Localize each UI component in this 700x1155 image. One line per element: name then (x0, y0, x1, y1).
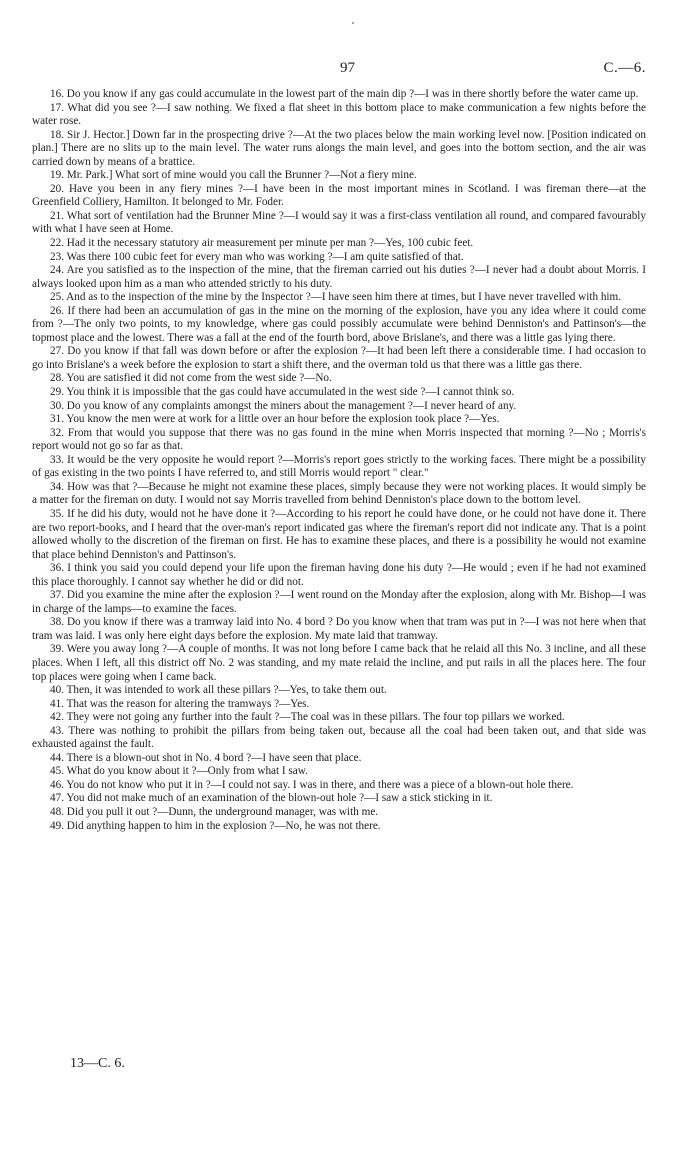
question-text: You are satisfied it did not come from the west side ?—No. (66, 372, 332, 385)
question-text: Had it the necessary statutory air measurement per minute per man ?—Yes, 100 cubic feet. (66, 237, 474, 250)
question-item (32, 345, 646, 372)
question-text: And as to the inspection of the mine by the Inspector ?—I have seen him there at times, but I have never travelled with him. (66, 291, 622, 304)
question-text: If he did his duty, would not he have done it ?—According to his report he could have done, or he could not have done it. There are two report-books, and I heard that the over-man's report indicated gas where the fireman's report did not indicate any. That is a point allowed wholly to the discretion of the fireman on first. He has to examine these places, and there is a possibility he would not examine that place behind Denniston's and Pattinson's. (32, 507, 646, 561)
question-number: 31. (50, 413, 64, 426)
question-number: 38. (50, 616, 64, 629)
question-item (32, 779, 646, 793)
question-answer-list (32, 88, 646, 833)
question-number: 34. (50, 480, 64, 493)
question-text: You think it is impossible that the gas could have accumulated in the west side ?—I cannot think so. (66, 386, 515, 399)
question-number: 24. (50, 264, 64, 277)
question-text: There is a blown-out shot in No. 4 bord ?—I have seen that place. (66, 751, 362, 764)
question-item (32, 454, 646, 481)
question-number: 40. (50, 684, 64, 697)
question-item (32, 291, 646, 305)
question-item (32, 806, 646, 820)
question-number: 49. (50, 819, 64, 832)
question-number: 29. (50, 386, 64, 399)
question-item (32, 562, 646, 589)
question-text: Sir J. Hector.] Down far in the prospecting drive ?—At the two places below the main working level now. [Position indicated on plan.] There are no slits up to the main level. The water runs alongs the main level, and goes into the bottom section, and the air was carried down by means of a brattice. (32, 128, 647, 168)
signature-mark: 13—C. 6. (70, 1056, 125, 1071)
question-number: 36. (50, 562, 64, 575)
page-number: 97 (340, 60, 355, 76)
question-number: 32. (50, 426, 64, 439)
question-item (32, 251, 646, 265)
question-number: 22. (50, 237, 64, 250)
question-text: Have you been in any fiery mines ?—I have been in the most important mines in Scotland. I was fireman there—at the Greenfield Colliery, Hamilton. It belonged to Mr. Foder. (32, 182, 647, 209)
question-text: What sort of ventilation had the Brunner Mine ?—I would say it was a first-class ventilation all round, and compared favourably with what I have seen at Home. (32, 209, 646, 236)
question-number: 28. (50, 372, 64, 385)
question-text: Do you know if any gas could accumulate in the lowest part of the main dip ?—I was in there shortly before the water came up. (66, 88, 639, 100)
question-number: 20. (50, 182, 64, 195)
question-item (32, 427, 646, 454)
question-text: They were not going any further into the fault ?—The coal was in these pillars. The four top pillars we worked. (66, 711, 565, 724)
question-number: 26. (50, 304, 64, 317)
question-number: 23. (50, 250, 64, 263)
question-number: 48. (50, 805, 64, 818)
document-page (32, 0, 646, 833)
question-text: There was nothing to prohibit the pillars from being taken out, because all the coal had been taken out, and that side was exhausted against the fault. (32, 724, 646, 751)
question-number: 16. (50, 88, 64, 100)
question-text: You know the men were at work for a little over an hour before the explosion took place ?—Yes. (66, 413, 500, 426)
question-number: 39. (50, 643, 64, 656)
question-text: Was there 100 cubic feet for every man who was working ?—I am quite satisfied of that. (66, 250, 464, 263)
question-text: What did you see ?—I saw nothing. We fixed a flat sheet in this bottom place to make communication a few nights before the water rose. (32, 101, 646, 128)
question-number: 43. (50, 724, 64, 737)
question-number: 25. (50, 291, 64, 304)
question-item (32, 698, 646, 712)
question-item (32, 725, 646, 752)
question-item (32, 765, 646, 779)
question-text: Do you know of any complaints amongst the miners about the management ?—I never heard of any. (66, 399, 517, 412)
page-header (32, 0, 646, 80)
question-text: Did you pull it out ?—Dunn, the underground manager, was with me. (66, 805, 379, 818)
question-item (32, 210, 646, 237)
question-text: It would be the very opposite he would report ?—Morris's report goes strictly to the working faces. There might be a possibility of gas existing in the two points I have referred to, and still Morris would report " clear." (32, 453, 647, 480)
question-number: 17. (50, 101, 64, 114)
question-text: You do not know who put it in ?—I could not say. I was in there, and there was a piece of a blown-out hole there. (66, 778, 574, 791)
question-item (32, 481, 646, 508)
question-text: Were you away long ?—A couple of months. It was not long before I came back that he relaid all this No. 3 incline, and all these places. When I left, all this district off No. 2 was standing, and my mate relaid the incline, and put rails in all the places here. The four top places were going when I came back. (32, 643, 646, 683)
question-item (32, 589, 646, 616)
question-number: 21. (50, 209, 64, 222)
question-text: How was that ?—Because he might not examine these places, simply because they were not working places. It would simply be a matter for the fireman on duty. I would not say Morris travelled from behind Denniston's place down to the bottom level. (32, 480, 647, 507)
question-number: 45. (50, 765, 64, 778)
question-item (32, 820, 646, 834)
question-item (32, 684, 646, 698)
question-number: 30. (50, 399, 64, 412)
question-item (32, 792, 646, 806)
question-text: Mr. Park.] What sort of mine would you call the Brunner ?—Not a fiery mine. (66, 169, 417, 182)
question-number: 47. (50, 792, 64, 805)
question-text: Then, it was intended to work all these pillars ?—Yes, to take them out. (66, 684, 387, 697)
question-item (32, 102, 646, 129)
question-text: What do you know about it ?—Only from what I saw. (66, 765, 308, 778)
question-item (32, 386, 646, 400)
question-number: 41. (50, 697, 64, 710)
question-item (32, 616, 646, 643)
question-text: Do you know if there was a tramway laid into No. 4 bord ? Do you know when that tram was put in ?—I was not here when that tram was laid. I was only here eight days before the explosion. My mate laid that tramway. (32, 616, 647, 642)
question-item (32, 508, 646, 562)
question-number: 44. (50, 751, 64, 764)
question-text: You did not make much of an examination of the blown-out hole ?—I saw a stick sticking in it. (66, 792, 493, 805)
question-text: I think you said you could depend your life upon the fireman having done his duty ?—He would ; even if he had not examined this place thoroughly. I cannot say whether he did or did not. (32, 562, 647, 588)
series-reference: C.—6. (603, 60, 646, 76)
question-item (32, 88, 646, 102)
question-number: 46. (50, 778, 64, 791)
question-number: 33. (50, 453, 64, 466)
question-item (32, 305, 646, 346)
question-item (32, 237, 646, 251)
question-item (32, 264, 646, 291)
question-text: Do you know if that fall was down before or after the explosion ?—It had been left there a considerable time. I had occasion to go into Brislane's a week before the explosion to start a shift there, and the overman told us that there was a little gas there. (32, 345, 647, 371)
question-number: 37. (50, 589, 64, 602)
question-number: 27. (50, 345, 64, 358)
question-number: 19. (50, 169, 64, 182)
question-item (32, 372, 646, 386)
question-number: 42. (50, 711, 64, 724)
question-text: Are you satisfied as to the inspection of the mine, that the fireman carried out his duties ?—I never had a doubt about Morris. I always looked upon him as a man who attended strictly to his duty. (32, 264, 646, 290)
question-text: Did you examine the mine after the explosion ?—I went round on the Monday after the explosion, along with Mr. Bishop—I was in charge of the lamps—to examine the faces. (32, 589, 647, 615)
question-item (32, 752, 646, 766)
question-item (32, 643, 646, 684)
question-number: 18. (50, 128, 64, 141)
question-text: If there had been an accumulation of gas in the mine on the morning of the explosion, have you any idea where it could come from ?—The only two points, to my knowledge, where gas could possibly accumulate were behind Denniston's and Pattinson's—the topmost place and the lowest. There was a fall at the end of the fourth bord, above Brislane's, and there was a little gas lying there. (32, 304, 646, 344)
question-text: From that would you suppose that there was no gas found in the mine when Morris inspected that morning ?—No ; Morris's report would not go so far as that. (32, 426, 647, 453)
question-number: 35. (50, 507, 64, 520)
question-item (32, 183, 646, 210)
question-item (32, 129, 646, 170)
question-item (32, 400, 646, 414)
question-item (32, 169, 646, 183)
question-item (32, 413, 646, 427)
question-text: Did anything happen to him in the explosion ?—No, he was not there. (66, 819, 381, 832)
question-item (32, 711, 646, 725)
question-text: That was the reason for altering the tramways ?—Yes. (66, 697, 310, 710)
